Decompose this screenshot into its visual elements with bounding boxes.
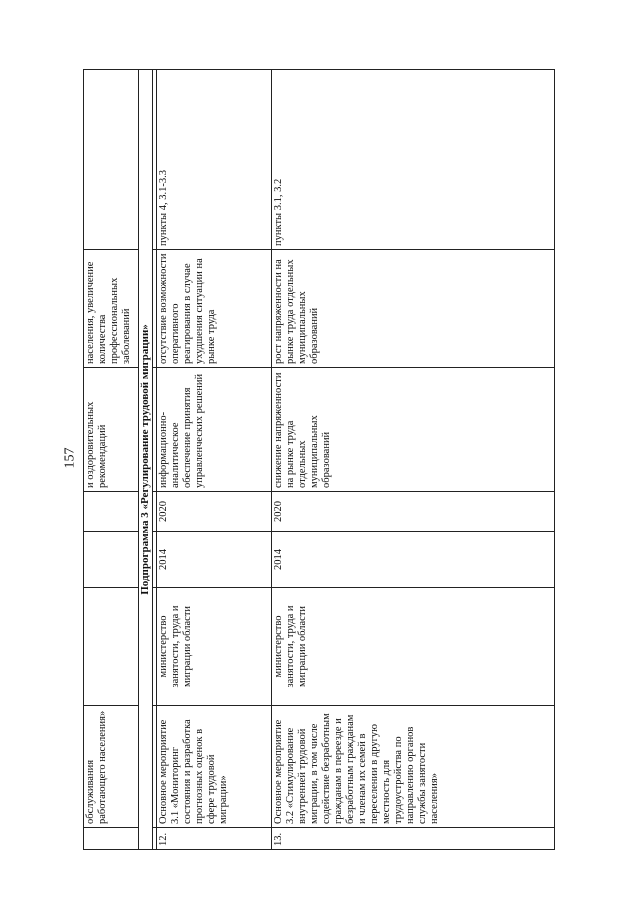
page-number: 157: [62, 447, 78, 469]
measure-name: Основное мероприятие 3.1 «Мониторинг состояния и разработка прогнозных оценок в сфере трудовой миграции»: [156, 706, 271, 828]
cell-start: [84, 532, 139, 588]
consequence: рост напряженности на рынке труда отдельных муниципальных образований: [271, 250, 554, 368]
cell-num: [84, 828, 139, 850]
cell-link: [84, 70, 139, 250]
subprogram-row: [139, 70, 153, 850]
start-year: 2014: [271, 532, 554, 588]
measures-table: [83, 69, 555, 850]
cell-name: обслуживания работающего населения»: [84, 706, 139, 828]
expected-result: снижение напряженности на рынке труда отдельных муниципальных образований: [271, 368, 554, 492]
continuation-row: [84, 70, 139, 850]
end-year: 2020: [156, 492, 271, 532]
cell-executor: [84, 588, 139, 706]
indicator-link: пункты 3.1, 3.2: [271, 70, 554, 250]
cell-end: [84, 492, 139, 532]
subprogram-title: Подпрограмма 3 «Регулирование трудовой миграции»: [139, 70, 153, 850]
table-row: [156, 70, 271, 850]
row-number: 13.: [271, 828, 554, 850]
table-row: [271, 70, 554, 850]
indicator-link: пункты 4, 3.1-3.3: [156, 70, 271, 250]
measure-name: Основное мероприятие 3.2 «Стимулирование внутренней трудовой миграции, в том числе содействие безработным гражданам в переезде и безработным гражданам и членам их семей в переселении в другую местность для трудоустройства по направлению органов службы занятости населения»: [271, 706, 554, 828]
executor: министерство занятости, труда и миграции области: [271, 588, 554, 706]
row-number: 12.: [156, 828, 271, 850]
executor: министерство занятости, труда и миграции области: [156, 588, 271, 706]
cell-result: и оздоровительных рекомендаций: [84, 368, 139, 492]
end-year: 2020: [271, 492, 554, 532]
rotated-table-container: [83, 70, 588, 850]
consequence: отсутствие возможности оперативного реагирования в случае ухудшения ситуации на рынке труда: [156, 250, 271, 368]
cell-consequence: населения, увеличение количества профессиональных заболеваний: [84, 250, 139, 368]
start-year: 2014: [156, 532, 271, 588]
expected-result: информационно-аналитическое обеспечение принятия управленческих решений: [156, 368, 271, 492]
